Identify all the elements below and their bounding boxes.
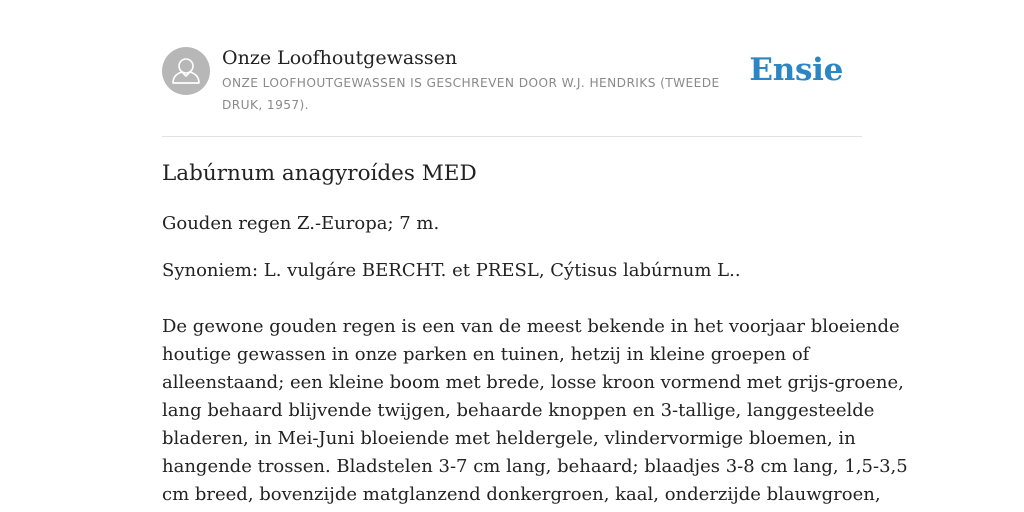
source-title[interactable]: Onze Loofhoutgewassen	[222, 47, 458, 69]
entry-description-line: hangende trossen. Bladstelen 3-7 cm lang, behaard; blaadjes 3-8 cm lang, 1,5-3,5	[162, 456, 908, 477]
source-description: ONZE LOOFHOUTGEWASSEN IS GESCHREVEN DOOR W.J. HENDRIKS (TWEEDE DRUK, 1957).	[222, 76, 720, 112]
entry-description-line: De gewone gouden regen is een van de meest bekende in het voorjaar bloeiende	[162, 316, 900, 337]
entry-description-line: cm breed, bovenzijde matglanzend donkergroen, kaal, onderzijde blauwgroen,	[162, 484, 881, 505]
entry-paragraph-common-name: Gouden regen Z.-Europa; 7 m.	[162, 213, 440, 234]
entry-description-line: alleenstaand; een kleine boom met brede, losse kroon vormend met grijs-groene,	[162, 372, 904, 393]
entry-description-line: lang behaard blijvende twijgen, behaarde knoppen en 3-tallige, langgesteelde	[162, 400, 875, 421]
entry-content	[162, 158, 908, 509]
ensie-logo[interactable]: Ensie	[749, 52, 843, 88]
entry-description-line: houtige gewassen in onze parken en tuinen, hetzij in kleine groepen of	[162, 344, 810, 365]
entry-description-line: bladeren, in Mei-Juni bloeiende met heldergele, vlindervormige bloemen, in	[162, 428, 856, 449]
entry-paragraph-synonyms: Synoniem: L. vulgáre BERCHT. et PRESL, Cýtisus labúrnum L..	[162, 260, 741, 281]
entry-title: Labúrnum anagyroídes MED	[162, 161, 477, 186]
source-header	[162, 44, 862, 137]
entry-description	[162, 313, 908, 509]
user-silhouette-icon	[162, 47, 210, 95]
